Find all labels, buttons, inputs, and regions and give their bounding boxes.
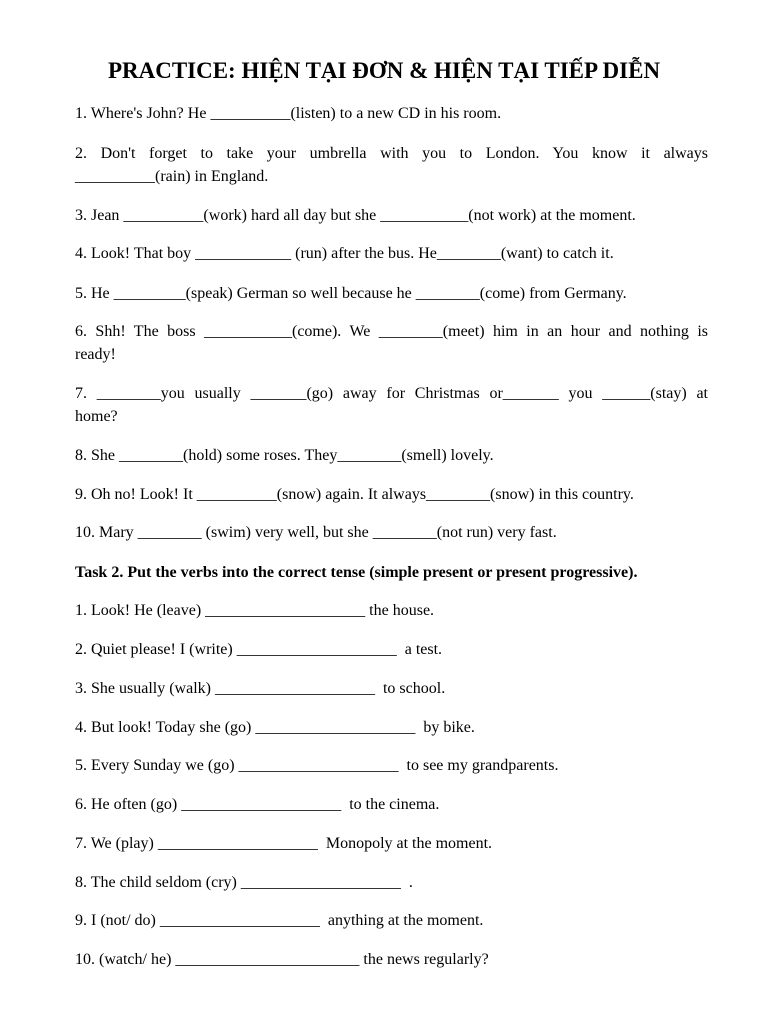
task1-question-6-line-2: ready! [75, 346, 116, 363]
task1-question-7-line-1: 7. ________you usually _______(go) away for Christmas or_______ you ______(stay) at [75, 385, 708, 402]
task1-question-10: 10. Mary ________ (swim) very well, but she ________(not run) very fast. [75, 524, 557, 541]
page-title: PRACTICE: HIỆN TẠI ĐƠN & HIỆN TẠI TIẾP DIỄN [107, 58, 661, 83]
task2-item-5: 5. Every Sunday we (go) ____________________ to see my grandparents. [75, 757, 559, 774]
task1-question-8: 8. She ________(hold) some roses. They________(smell) lovely. [75, 447, 494, 464]
task1-question-2-line-1: 2. Don't forget to take your umbrella with you to London. You know it always [75, 145, 708, 162]
task2-item-1: 1. Look! He (leave) ____________________ the house. [75, 602, 435, 619]
task2-item-10: 10. (watch/ he) _______________________ the news regularly? [75, 951, 489, 968]
task1-question-3: 3. Jean __________(work) hard all day but she ___________(not work) at the moment. [75, 207, 636, 224]
task1-question-7-line-2: home? [75, 408, 118, 425]
task1-question-1: 1. Where's John? He __________(listen) to a new CD in his room. [75, 105, 502, 122]
task1-question-2-line-2: __________(rain) in England. [75, 168, 269, 185]
task1-question-4: 4. Look! That boy ____________ (run) after the bus. He________(want) to catch it. [75, 245, 614, 262]
task2-item-3: 3. She usually (walk) ____________________ to school. [75, 680, 446, 697]
task2-item-4: 4. But look! Today she (go) ____________________ by bike. [75, 719, 475, 736]
task2-item-9: 9. I (not/ do) ____________________ anything at the moment. [75, 912, 484, 929]
task1-question-5: 5. He _________(speak) German so well because he ________(come) from Germany. [75, 285, 627, 302]
task1-question-6-line-1: 6. Shh! The boss ___________(come). We ________(meet) him in an hour and nothing is [75, 323, 708, 340]
task2-item-8: 8. The child seldom (cry) ____________________ . [75, 874, 413, 891]
task2-heading: Task 2. Put the verbs into the correct tense (simple present or present progressive). [75, 564, 638, 581]
task2-item-6: 6. He often (go) ____________________ to the cinema. [75, 796, 440, 813]
task1-question-9: 9. Oh no! Look! It __________(snow) again. It always________(snow) in this country. [75, 486, 634, 503]
task2-item-7: 7. We (play) ____________________ Monopoly at the moment. [75, 835, 493, 852]
task2-item-2: 2. Quiet please! I (write) ____________________ a test. [75, 641, 443, 658]
